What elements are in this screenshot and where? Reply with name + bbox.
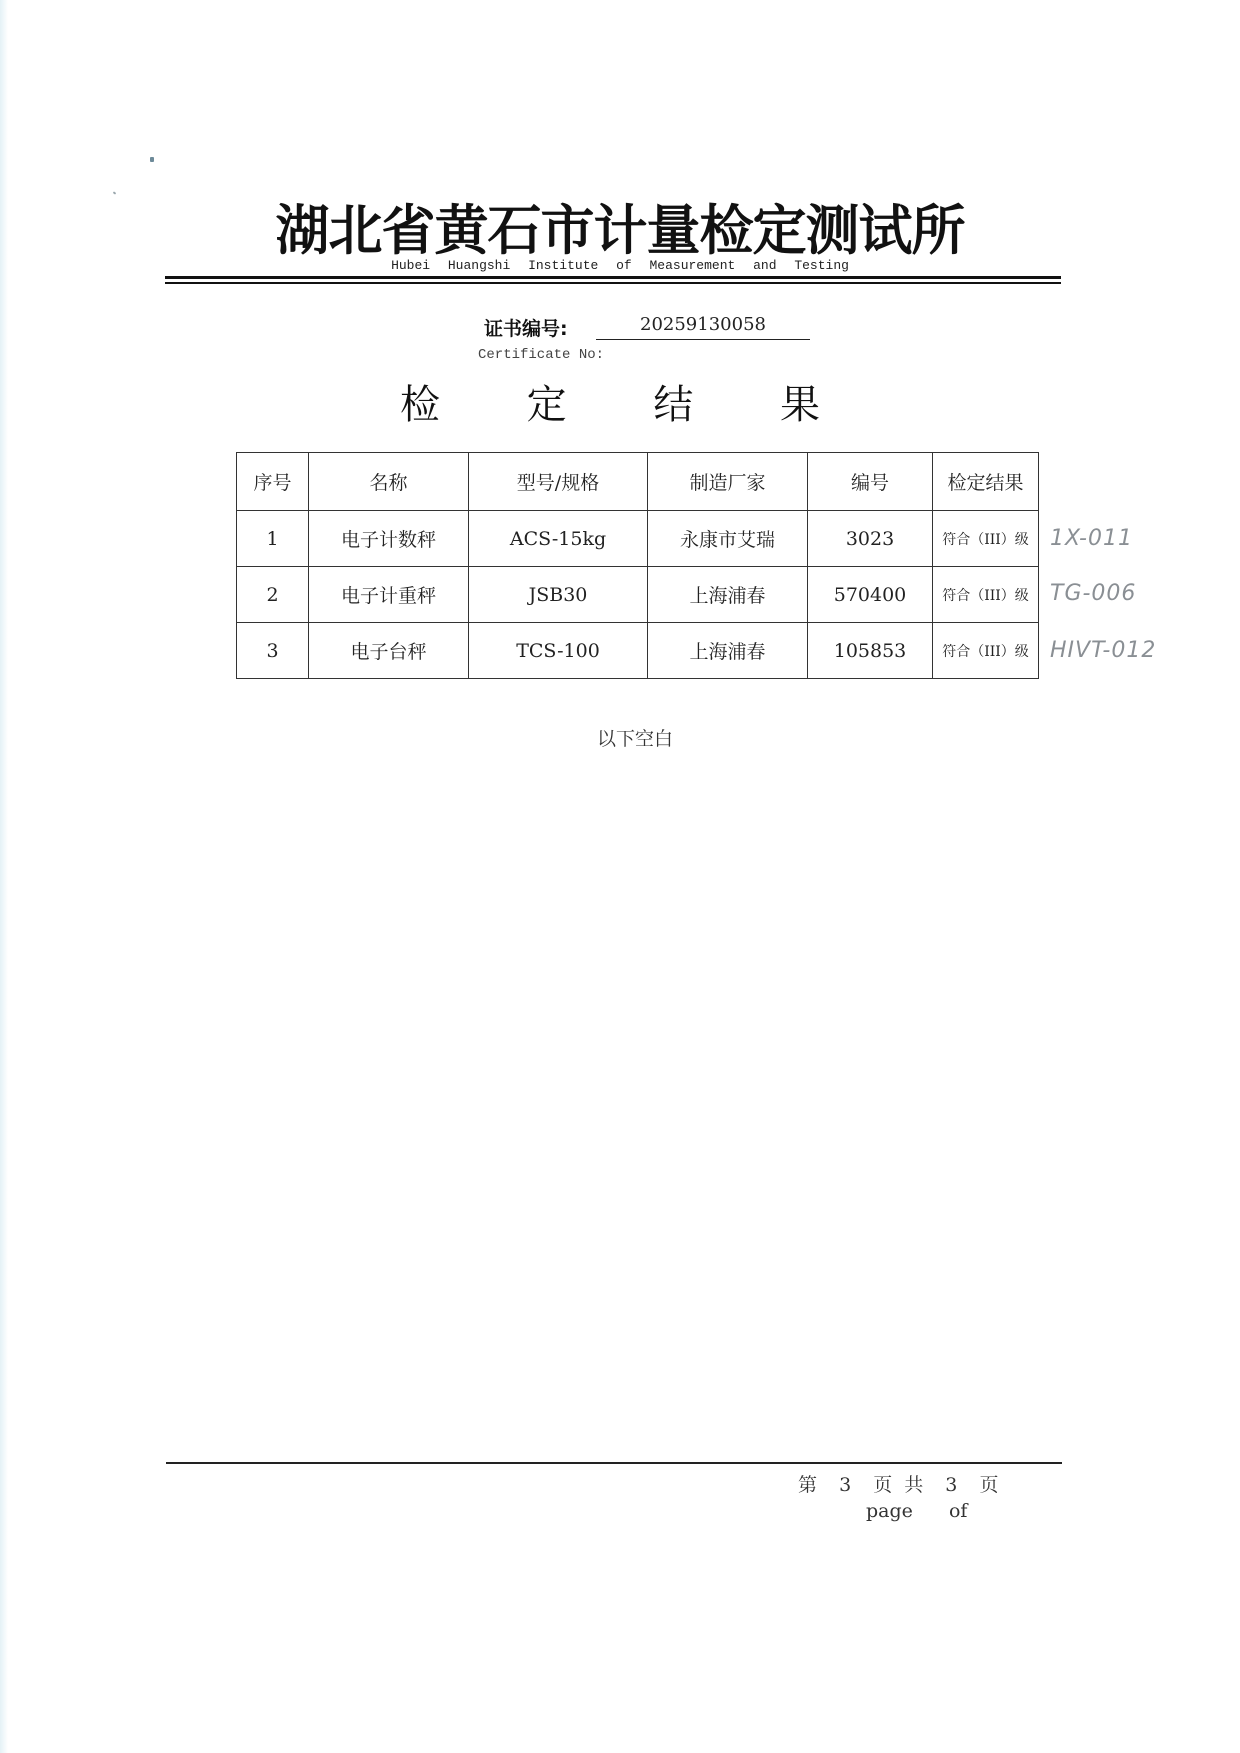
cell-result: 符合（III）级: [933, 567, 1039, 623]
certificate-number-label: 证书编号:: [484, 318, 568, 340]
handwritten-note: 1X-011: [1050, 526, 1133, 551]
blank-below-note: 以下空白: [596, 728, 673, 750]
column-header-manufacturer: 制造厂家: [648, 453, 808, 511]
table-header-row: [237, 453, 1039, 511]
institute-name-cn: 湖北省黄石市计量检定测试所: [275, 199, 965, 262]
page-prefix: 第: [798, 1474, 818, 1496]
table-row: [237, 623, 1039, 679]
cell-result: 符合（III）级: [933, 511, 1039, 567]
of-label-en: of: [948, 1500, 968, 1522]
cell-result: 符合（III）级: [933, 623, 1039, 679]
section-title: [400, 373, 820, 430]
page-label-en: page: [866, 1500, 913, 1522]
header-rule-thin: [165, 282, 1061, 284]
verification-results-table: [236, 452, 1039, 679]
column-header-serial: 编号: [808, 453, 933, 511]
column-header-name: 名称: [309, 453, 469, 511]
scan-speck: [150, 157, 154, 162]
page-mid: 页 共: [873, 1474, 924, 1496]
section-title-char: 检: [400, 382, 440, 428]
handwritten-note: TG-006: [1050, 581, 1137, 606]
column-header-index: 序号: [237, 453, 309, 511]
cell-name: 电子台秤: [309, 623, 469, 679]
cell-manufacturer: 上海浦春: [648, 623, 808, 679]
cell-model: ACS-15kg: [469, 511, 648, 567]
page-number-cn: [798, 1470, 1008, 1497]
cell-serial: 105853: [808, 623, 933, 679]
page-suffix: 页: [979, 1474, 999, 1496]
cell-index: 1: [237, 511, 309, 567]
page-number-en: [866, 1500, 997, 1522]
table-row: [237, 567, 1039, 623]
certificate-number-field: [596, 314, 810, 340]
column-header-result: 检定结果: [933, 453, 1039, 511]
cell-serial: 570400: [808, 567, 933, 623]
handwritten-note: HIVT-012: [1050, 638, 1157, 663]
cell-model: JSB30: [469, 567, 648, 623]
cell-name: 电子计数秤: [309, 511, 469, 567]
section-title-char: 结: [653, 382, 694, 428]
institute-name-en: Hubei Huangshi Institute of Measurement and Testing: [391, 258, 849, 273]
header-rule-thick: [165, 276, 1061, 279]
cell-name: 电子计重秤: [309, 567, 469, 623]
cell-serial: 3023: [808, 511, 933, 567]
page-current: 3: [839, 1474, 852, 1496]
certificate-number-label-en: Certificate No:: [478, 347, 605, 363]
cell-manufacturer: 永康市艾瑞: [648, 511, 808, 567]
page-total: 3: [945, 1474, 958, 1496]
footer-rule: [166, 1462, 1062, 1464]
column-header-model: 型号/规格: [469, 453, 648, 511]
section-title-char: 果: [779, 382, 820, 428]
cell-index: 2: [237, 567, 309, 623]
cell-index: 3: [237, 623, 309, 679]
certificate-number: 20259130058: [640, 314, 766, 335]
cell-manufacturer: 上海浦春: [648, 567, 808, 623]
cell-model: TCS-100: [469, 623, 648, 679]
table-row: [237, 511, 1039, 567]
section-title-char: 定: [526, 382, 567, 428]
